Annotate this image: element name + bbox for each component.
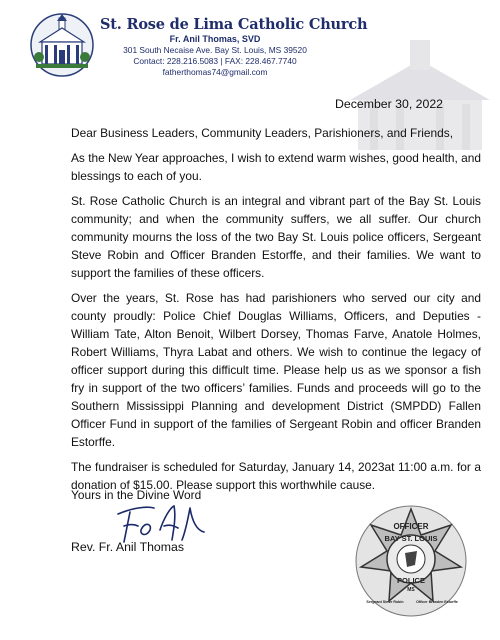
paragraph: Over the years, St. Rose has had parishioners who served our city and county proudly: Police Chief Douglas Williams, Officers, and Deputies - William Tate, Alton Benoit, Wilbert Dorsey, Thomas Farve, Anatole Holmes, Robert Williams, Thyra Labat and others. We wish to continue the legacy of officer support during this difficult time. Please help us as we sponsor a fish fry in support of the two officers’ families. Funds and proceeds will go to the Southern Mississippi Planning and development District (SMPDD) Fallen Officer Fund in support of the families of Sergeant Robin and officer Branden Estorffe. — [71, 291, 481, 449]
badge-state-text: MS — [407, 587, 415, 593]
signer-name: Rev. Fr. Anil Thomas — [71, 540, 184, 554]
paragraph: The fundraiser is scheduled for Saturday, January 14, 2023at 11:00 a.m. for a donation of $15.00. Please support this worthwhile cause. — [71, 460, 481, 492]
pastor-name: Fr. Anil Thomas, SVD — [169, 34, 261, 44]
paragraph: As the New Year approaches, I wish to extend warm wishes, good health, and blessings to each of you. — [71, 151, 481, 183]
badge-right-names: Officer Branden Estorffe — [416, 600, 458, 604]
handwritten-signature — [112, 500, 212, 544]
church-building-icon — [30, 12, 94, 78]
letter-body — [71, 124, 481, 501]
salutation: Dear Business Leaders, Community Leaders, Parishioners, and Friends, — [71, 126, 454, 140]
badge-top-text: OFFICER — [393, 522, 429, 531]
church-address: 301 South Necaise Ave. Bay St. Louis, MS 39520 — [123, 45, 307, 55]
badge-city-text: BAY ST. LOUIS — [384, 534, 438, 543]
church-name: St. Rose de Lima Catholic Church — [100, 16, 368, 33]
badge-left-names: Sergeant Steve Robin — [366, 600, 404, 604]
police-star-badge-icon — [355, 505, 467, 617]
letterhead-text — [100, 16, 368, 77]
letterhead — [0, 0, 500, 85]
letter-date: December 30, 2022 — [335, 97, 444, 111]
paragraph: St. Rose Catholic Church is an integral and vibrant part of the Bay St. Louis community; and when the community suffers, we all suffer. Our church community mourns the loss of the two Bay St. Louis police officers, Sergeant Steve Robin and Officer Branden Estorffe, and their families. We want to support the families of these officers. — [71, 194, 481, 280]
badge-bottom-text: POLICE — [397, 576, 425, 585]
closing: Yours in the Divine Word — [71, 488, 202, 502]
church-email: fatherthomas74@gmail.com — [162, 67, 268, 77]
church-contact: Contact: 228.216.5083 | FAX: 228.467.7740 — [133, 56, 297, 66]
